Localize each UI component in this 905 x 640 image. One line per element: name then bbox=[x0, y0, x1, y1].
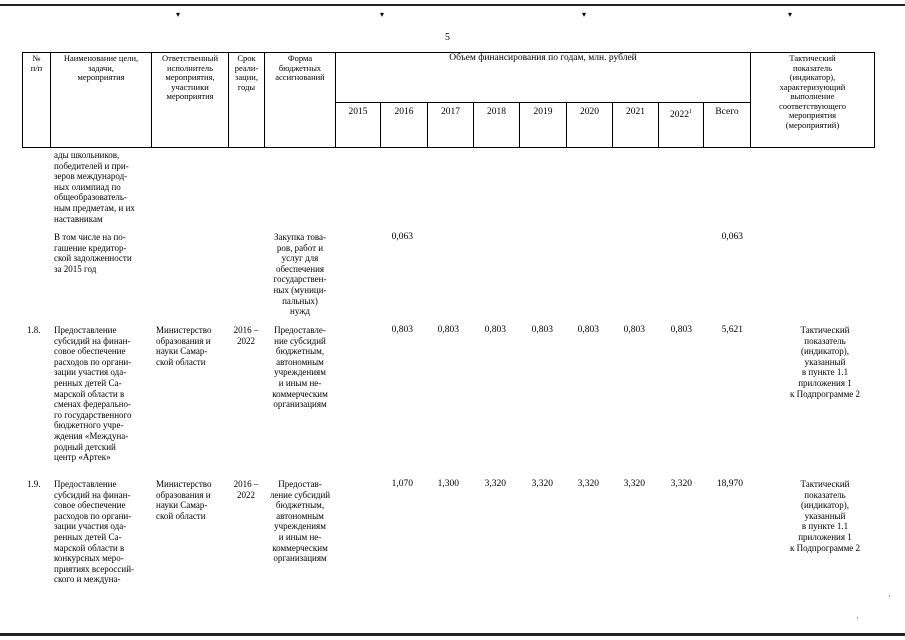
row-1-8-indicator: Тактический показатель (индикатор), указанный в пункте 1.1 приложения 1 к Подпрограмме 2 bbox=[789, 325, 861, 399]
scan-mark: ▾ bbox=[176, 10, 181, 19]
row-1-8-value: 0,803 bbox=[484, 325, 506, 335]
row-1-9-value: 3,320 bbox=[577, 479, 599, 489]
header-executor: Ответственный исполнитель мероприятия, участники мероприятия bbox=[152, 53, 229, 148]
row-1-8-value: 0,803 bbox=[577, 325, 599, 335]
row-1-9-value-total: 18,970 bbox=[716, 479, 743, 489]
table-header bbox=[22, 52, 875, 148]
header-year: 2017 bbox=[428, 102, 474, 147]
header-funding: Объем финансирования по годам, млн. рублей bbox=[336, 53, 751, 103]
header-indicator: Тактический показатель (индикатор), характеризующий выполнение соответствующего мероприятия (мероприятий) bbox=[751, 53, 875, 148]
scan-mark: ▾ bbox=[582, 10, 587, 19]
row-1-9-value: 3,320 bbox=[623, 479, 645, 489]
row-debt-name: В том числе на по- гашение кредитор- ской задолженности за 2015 год bbox=[54, 232, 132, 274]
row-1-9-executor: Министерство образования и науки Самар- ской области bbox=[156, 479, 212, 521]
header-num: № п/п bbox=[23, 53, 51, 148]
scan-mark: ▾ bbox=[788, 10, 793, 19]
row-1-9-num: 1.9. bbox=[27, 479, 41, 489]
bottom-rule bbox=[0, 633, 905, 636]
header-form: Форма бюджетных ассигнований bbox=[265, 53, 336, 148]
scan-speck: · bbox=[856, 614, 859, 623]
header-year: 2018 bbox=[474, 102, 520, 147]
header-year: 2019 bbox=[520, 102, 567, 147]
scan-speck: · bbox=[888, 592, 891, 601]
row-1-8-value-total: 5,621 bbox=[721, 325, 743, 335]
row-1-8-value: 0,803 bbox=[531, 325, 553, 335]
row-debt-value-2016: 0,063 bbox=[391, 232, 413, 242]
top-rule bbox=[0, 4, 905, 6]
row-1-9-value: 1,300 bbox=[437, 479, 459, 489]
scan-mark: ▾ bbox=[380, 10, 385, 19]
header-year: 2021 bbox=[613, 102, 659, 147]
header-year-2022: 2022 bbox=[670, 109, 689, 120]
row-1-8-term: 2016 – 2022 bbox=[233, 325, 259, 346]
header-term: Срок реали- зации, годы bbox=[229, 53, 265, 148]
row-1-9-form: Предостав- ление субсидий бюджетным, автономным учреждениям и иным не- коммерческим организациям bbox=[269, 479, 331, 564]
header-name: Наименование цели, задачи, мероприятия bbox=[51, 53, 152, 148]
row-1-9-value: 1,070 bbox=[391, 479, 413, 489]
row-1-9-value: 3,320 bbox=[670, 479, 692, 489]
header-year: 2015 bbox=[336, 102, 381, 147]
row-1-8-value: 0,803 bbox=[623, 325, 645, 335]
row-debt-form: Закупка това- ров, работ и услуг для обеспечения государствен- ных (муници- пальных) нужд bbox=[273, 232, 327, 317]
row-1-8-form: Предоставле- ние субсидий бюджетным, автономным учреждениям и иным не- коммерческим организациям bbox=[272, 325, 328, 410]
header-year bbox=[659, 102, 704, 147]
row-continuation-name: ады школьников, победителей и при- зеров международ- ных олимпиад по общеобразователь- ным предметам, и их наставникам bbox=[54, 150, 135, 224]
row-1-8-num: 1.8. bbox=[27, 325, 41, 335]
footnote-mark: 1 bbox=[689, 108, 692, 115]
row-1-9-value: 3,320 bbox=[484, 479, 506, 489]
row-1-8-value: 0,803 bbox=[437, 325, 459, 335]
row-1-8-executor: Министерство образования и науки Самар- ской области bbox=[156, 325, 212, 367]
header-year: 2020 bbox=[567, 102, 613, 147]
header-total: Всего bbox=[704, 102, 751, 147]
row-debt-value-total: 0,063 bbox=[721, 232, 743, 242]
row-1-8-name: Предоставление субсидий на финан- совое обеспечение расходов по органи- зации участия ода- ренных детей Са- марской области в сменах федерально- го государственного бюджетного учре- ждения «Междуна- родный детский центр «Артек» bbox=[54, 325, 132, 463]
row-1-9-term: 2016 – 2022 bbox=[233, 479, 259, 500]
page-number: 5 bbox=[445, 32, 450, 43]
row-1-8-value: 0,803 bbox=[670, 325, 692, 335]
row-1-9-indicator: Тактический показатель (индикатор), указанный в пункте 1.1 приложения 1 к Подпрограмме 2 bbox=[789, 479, 861, 553]
header-year: 2016 bbox=[381, 102, 428, 147]
row-1-9-name: Предоставление субсидий на финан- совое обеспечение расходов по органи- зации участия ода- ренных детей Са- марской области в конкурсных меро- приятиях всероссий- ского и междуна- bbox=[54, 479, 135, 585]
row-1-8-value: 0,803 bbox=[391, 325, 413, 335]
row-1-9-value: 3,320 bbox=[531, 479, 553, 489]
